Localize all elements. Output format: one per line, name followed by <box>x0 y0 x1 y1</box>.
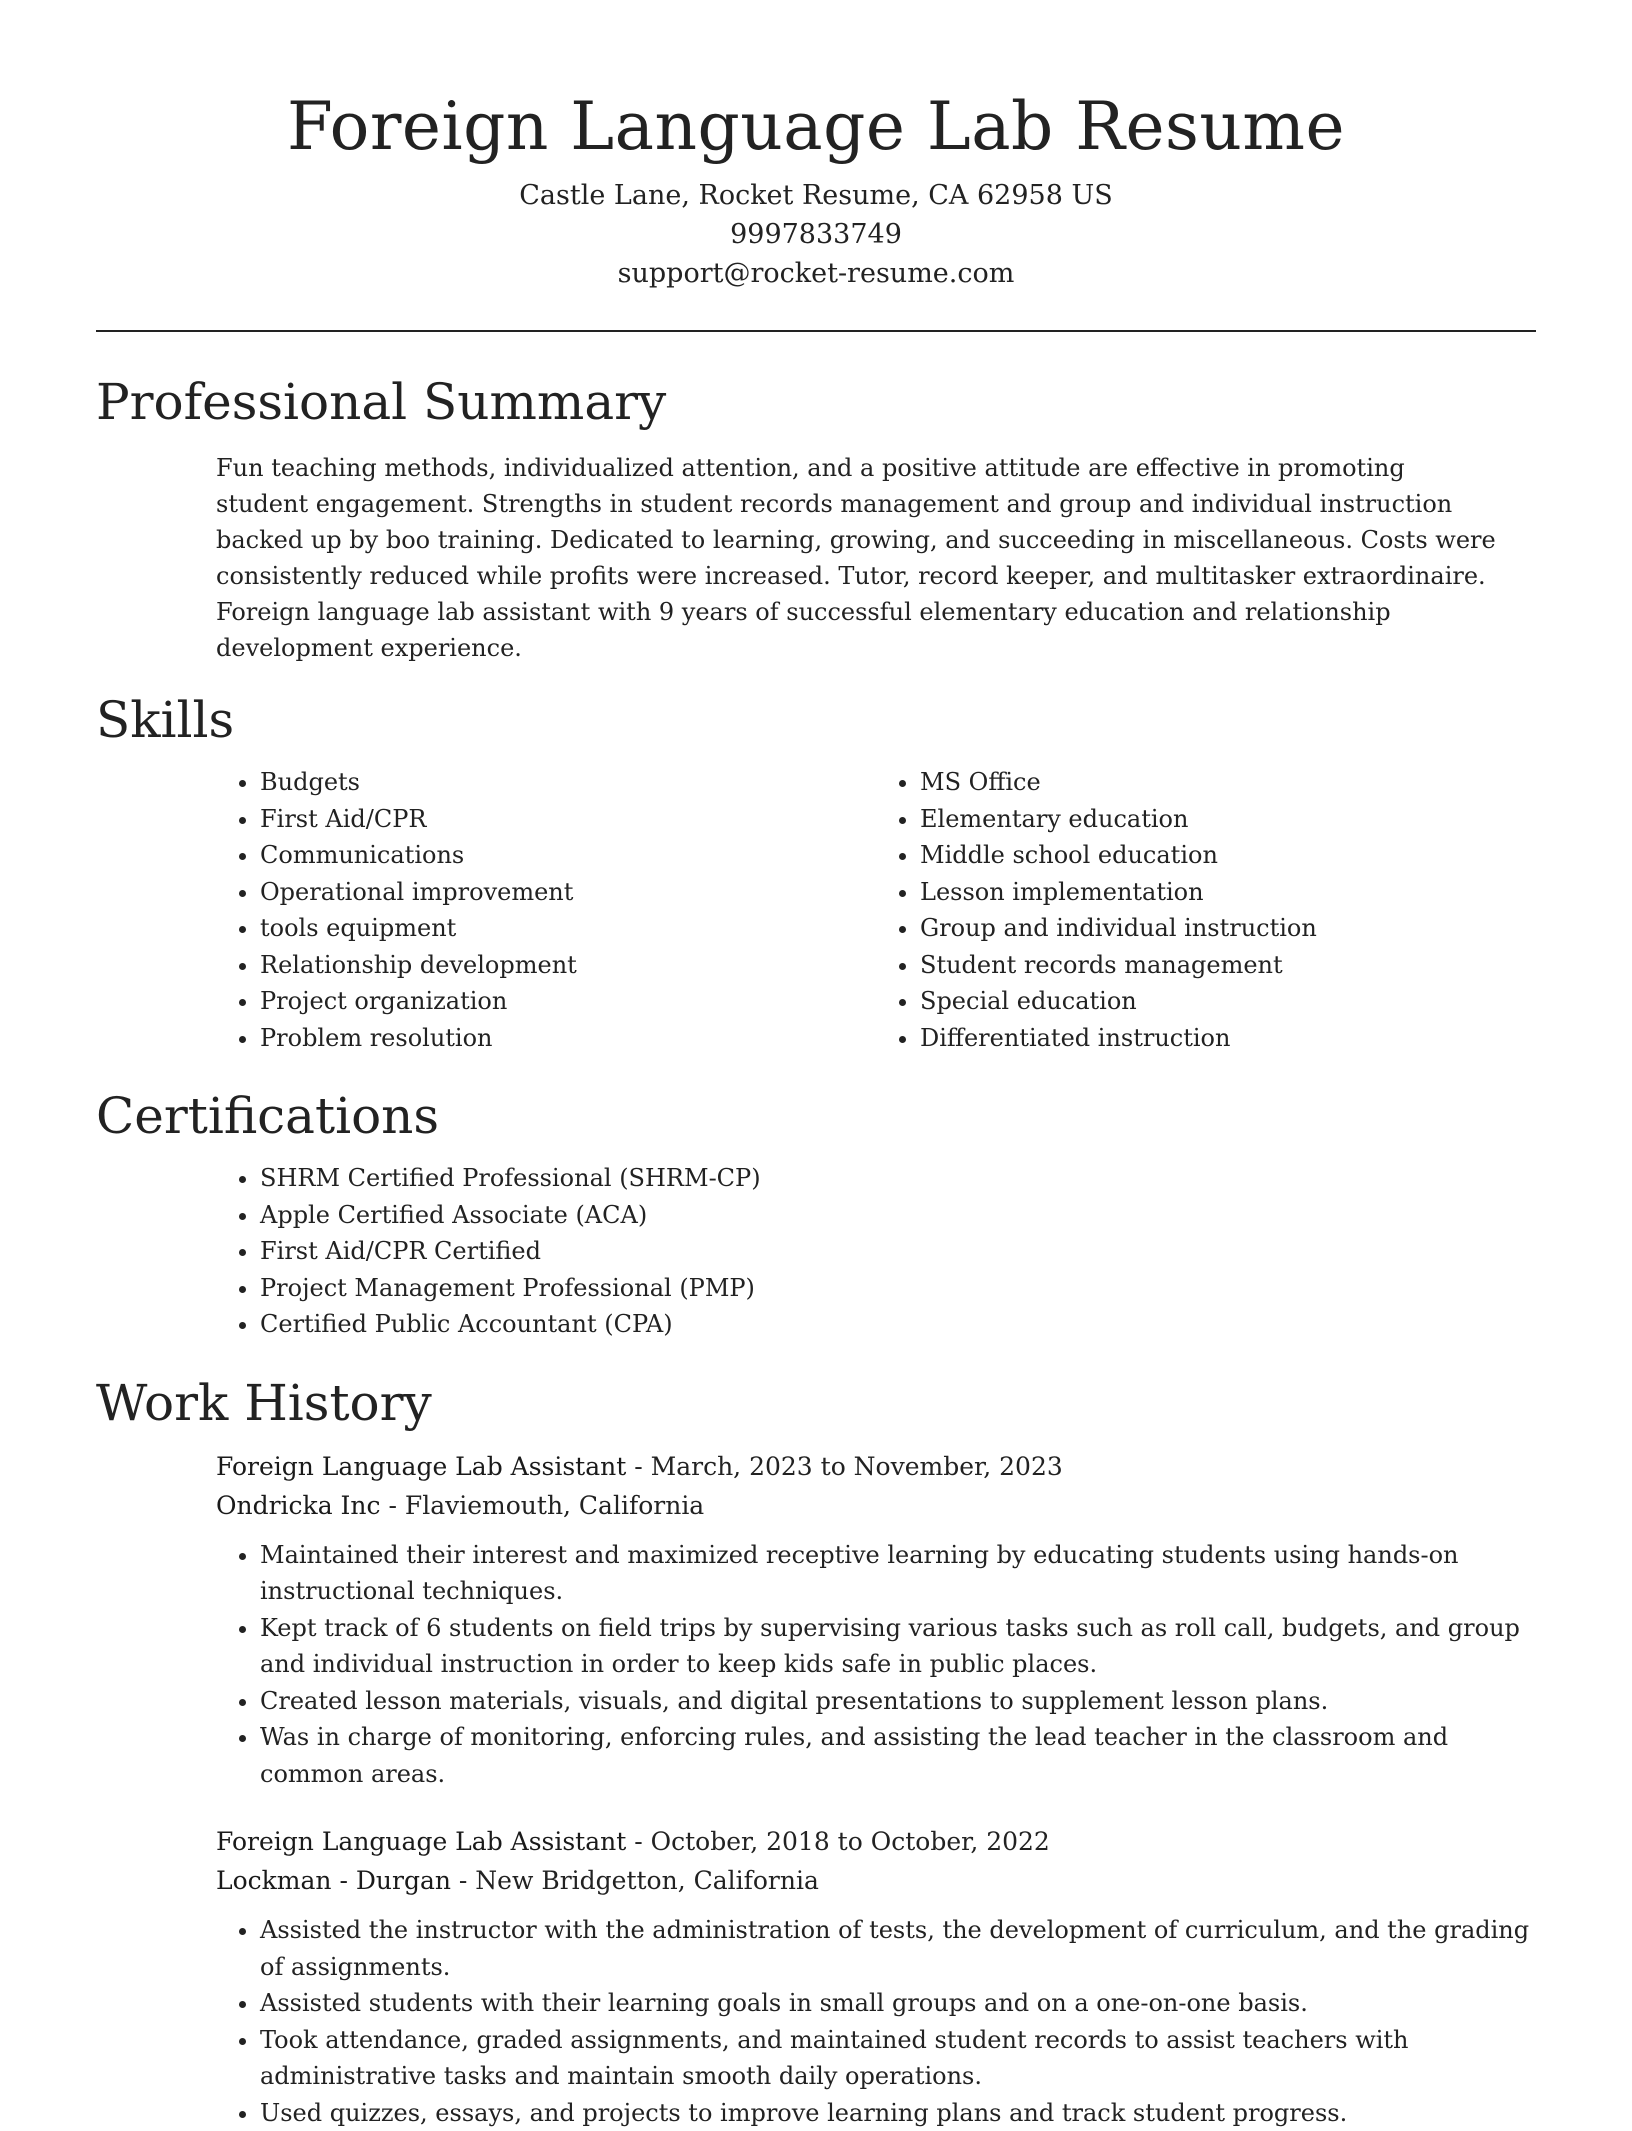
skills-column-1 <box>216 764 876 1056</box>
contact-email: support@rocket-resume.com <box>96 254 1536 293</box>
certification-item: • SHRM Certified Professional (SHRM-CP) <box>260 1160 1536 1197</box>
skill-item: • Group and individual instruction <box>920 910 1536 947</box>
job-company-line <box>216 1861 1536 1900</box>
job-duty-item: • Took attendance, graded assignments, and maintained student records to assist teachers with administrative tasks and maintain smooth daily operations. <box>260 2022 1536 2095</box>
skill-item: • Student records management <box>920 947 1536 984</box>
skill-item: • MS Office <box>920 764 1536 801</box>
skill-item: • Special education <box>920 983 1536 1020</box>
job-duty-item: • Assisted the instructor with the administration of tests, the development of curriculum, and the grading of assignments. <box>260 1912 1536 1985</box>
skills-heading: Skills <box>96 690 1536 750</box>
job-entry <box>216 1447 1536 1793</box>
certifications-list <box>216 1160 1536 1343</box>
job-duties-list <box>216 1537 1536 1793</box>
skill-item: • tools equipment <box>260 910 876 947</box>
header-divider <box>96 330 1536 332</box>
job-duty-item: • Maintained their interest and maximized receptive learning by educating students using hands-on instructional techniques. <box>260 1537 1536 1610</box>
skill-item: • First Aid/CPR <box>260 801 876 838</box>
job-dates: - October, 2018 to October, 2022 <box>626 1827 1050 1856</box>
job-duty-item: • Assisted students with their learning goals in small groups and on a one-on-one basis. <box>260 1985 1536 2022</box>
skill-item: • Relationship development <box>260 947 876 984</box>
job-duty-item: • Used quizzes, essays, and projects to improve learning plans and track student progress. <box>260 2095 1536 2131</box>
summary-text: Fun teaching methods, individualized attention, and a positive attitude are effective in promoting student engagement. Strengths in student records management and group and individual instruction backed up by boo training. Dedicated to learning, growing, and succeeding in miscellaneous. Costs were consistently reduced while profits were increased. Tutor, record keeper, and multitasker extraordinaire. Foreign language lab assistant with 9 years of successful elementary education and relationship development experience. <box>216 450 1496 666</box>
skills-list <box>216 764 1536 1056</box>
job-duty-item: • Created lesson materials, visuals, and digital presentations to supplement lesson plans. <box>260 1683 1536 1720</box>
skill-item: • Middle school education <box>920 837 1536 874</box>
job-location: - New Bridgetton, California <box>451 1866 819 1895</box>
skill-item: • Elementary education <box>920 801 1536 838</box>
job-company: Ondricka Inc <box>216 1491 381 1520</box>
resume-page <box>96 0 1536 2131</box>
skill-item: • Project organization <box>260 983 876 1020</box>
job-role: Foreign Language Lab Assistant <box>216 1452 626 1481</box>
certification-item: • Certified Public Accountant (CPA) <box>260 1306 1536 1343</box>
job-duties-list <box>216 1912 1536 2131</box>
job-dates: - March, 2023 to November, 2023 <box>626 1452 1062 1481</box>
job-title-line <box>216 1822 1536 1861</box>
job-company-line <box>216 1486 1536 1525</box>
job-duty-item: • Was in charge of monitoring, enforcing rules, and assisting the lead teacher in the classroom and common areas. <box>260 1719 1536 1792</box>
work-history-heading: Work History <box>96 1373 1536 1433</box>
skill-item: • Communications <box>260 837 876 874</box>
skills-column-2 <box>876 764 1536 1056</box>
job-title-line <box>216 1447 1536 1486</box>
skill-item: • Differentiated instruction <box>920 1020 1536 1057</box>
certification-item: • First Aid/CPR Certified <box>260 1233 1536 1270</box>
contact-address: Castle Lane, Rocket Resume, CA 62958 US <box>96 176 1536 215</box>
skill-item: • Problem resolution <box>260 1020 876 1057</box>
skill-item: • Budgets <box>260 764 876 801</box>
skill-item: • Operational improvement <box>260 874 876 911</box>
certification-item: • Apple Certified Associate (ACA) <box>260 1197 1536 1234</box>
job-entry <box>216 1822 1536 2131</box>
summary-heading: Professional Summary <box>96 372 1536 432</box>
certifications-heading: Certifications <box>96 1086 1536 1146</box>
job-duty-item: • Kept track of 6 students on field trips by supervising various tasks such as roll call, budgets, and group and individual instruction in order to keep kids safe in public places. <box>260 1610 1536 1683</box>
resume-title: Foreign Language Lab Resume <box>96 84 1536 170</box>
contact-block <box>96 176 1536 293</box>
job-company: Lockman - Durgan <box>216 1866 451 1895</box>
skill-item: • Lesson implementation <box>920 874 1536 911</box>
job-role: Foreign Language Lab Assistant <box>216 1827 626 1856</box>
resume-header <box>96 0 1536 293</box>
certification-item: • Project Management Professional (PMP) <box>260 1270 1536 1307</box>
contact-phone: 9997833749 <box>96 215 1536 254</box>
job-location: - Flaviemouth, California <box>381 1491 705 1520</box>
